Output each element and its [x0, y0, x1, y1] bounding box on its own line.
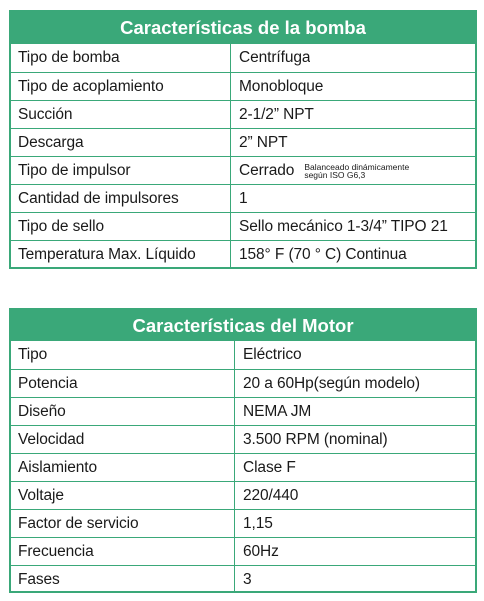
row-label: Velocidad	[11, 426, 235, 453]
row-value: 3.500 RPM (nominal)	[243, 430, 388, 448]
row-value: 60Hz	[243, 542, 279, 560]
table-row	[11, 184, 475, 212]
row-value: 1,15	[243, 514, 273, 532]
table-row	[11, 212, 475, 240]
row-label: Aislamiento	[11, 454, 235, 481]
table-row	[11, 565, 475, 593]
row-value: 20 a 60Hp(según modelo)	[243, 374, 420, 392]
row-value: Clase F	[243, 458, 296, 476]
row-label: Tipo	[11, 341, 235, 369]
table-row	[11, 509, 475, 537]
row-label: Tipo de impulsor	[11, 157, 231, 184]
balancing-note	[304, 163, 409, 179]
row-value: Centrífuga	[239, 49, 311, 66]
row-label: Fases	[11, 566, 235, 593]
row-value: 220/440	[243, 486, 299, 504]
table-row	[11, 44, 475, 72]
table-row	[11, 341, 475, 369]
balancing-note-line2: según ISO G6,3	[304, 169, 366, 180]
row-value: NEMA JM	[243, 402, 312, 420]
table-row	[11, 72, 475, 100]
row-value: 2-1/2” NPT	[239, 105, 314, 123]
table-row	[11, 425, 475, 453]
table-row	[11, 369, 475, 397]
row-value: 1	[239, 189, 248, 207]
row-value: Monobloque	[239, 77, 324, 95]
table-row	[11, 156, 475, 184]
pump-characteristics-table	[9, 10, 477, 269]
row-value: 2” NPT	[239, 133, 288, 151]
row-label: Diseño	[11, 398, 235, 425]
row-label: Potencia	[11, 370, 235, 397]
table-row	[11, 481, 475, 509]
row-value	[231, 157, 409, 184]
row-value: 158° F (70 ° C) Continua	[239, 245, 407, 263]
row-label: Factor de servicio	[11, 510, 235, 537]
table-row	[11, 240, 475, 268]
row-label: Tipo de sello	[11, 213, 231, 240]
table-row	[11, 453, 475, 481]
row-label: Tipo de bomba	[11, 44, 231, 72]
impeller-type-value: Cerrado	[239, 161, 295, 179]
pump-table-title: Características de la bomba	[11, 12, 475, 44]
row-label: Voltaje	[11, 482, 235, 509]
motor-characteristics-table	[9, 308, 477, 593]
row-value: 3	[243, 570, 252, 588]
row-label: Tipo de acoplamiento	[11, 73, 231, 100]
row-label: Frecuencia	[11, 538, 235, 565]
motor-table-title: Características del Motor	[11, 310, 475, 341]
table-row	[11, 537, 475, 565]
table-row	[11, 128, 475, 156]
row-label: Temperatura Max. Líquido	[11, 241, 231, 268]
row-label: Descarga	[11, 129, 231, 156]
row-label: Cantidad de impulsores	[11, 185, 231, 212]
balancing-note-line1: Balanceado dinámicamente	[304, 161, 410, 172]
table-row	[11, 100, 475, 128]
row-value: Sello mecánico 1-3/4” TIPO 21	[239, 217, 448, 235]
table-row	[11, 397, 475, 425]
row-label: Succión	[11, 101, 231, 128]
row-value: Eléctrico	[243, 346, 302, 363]
